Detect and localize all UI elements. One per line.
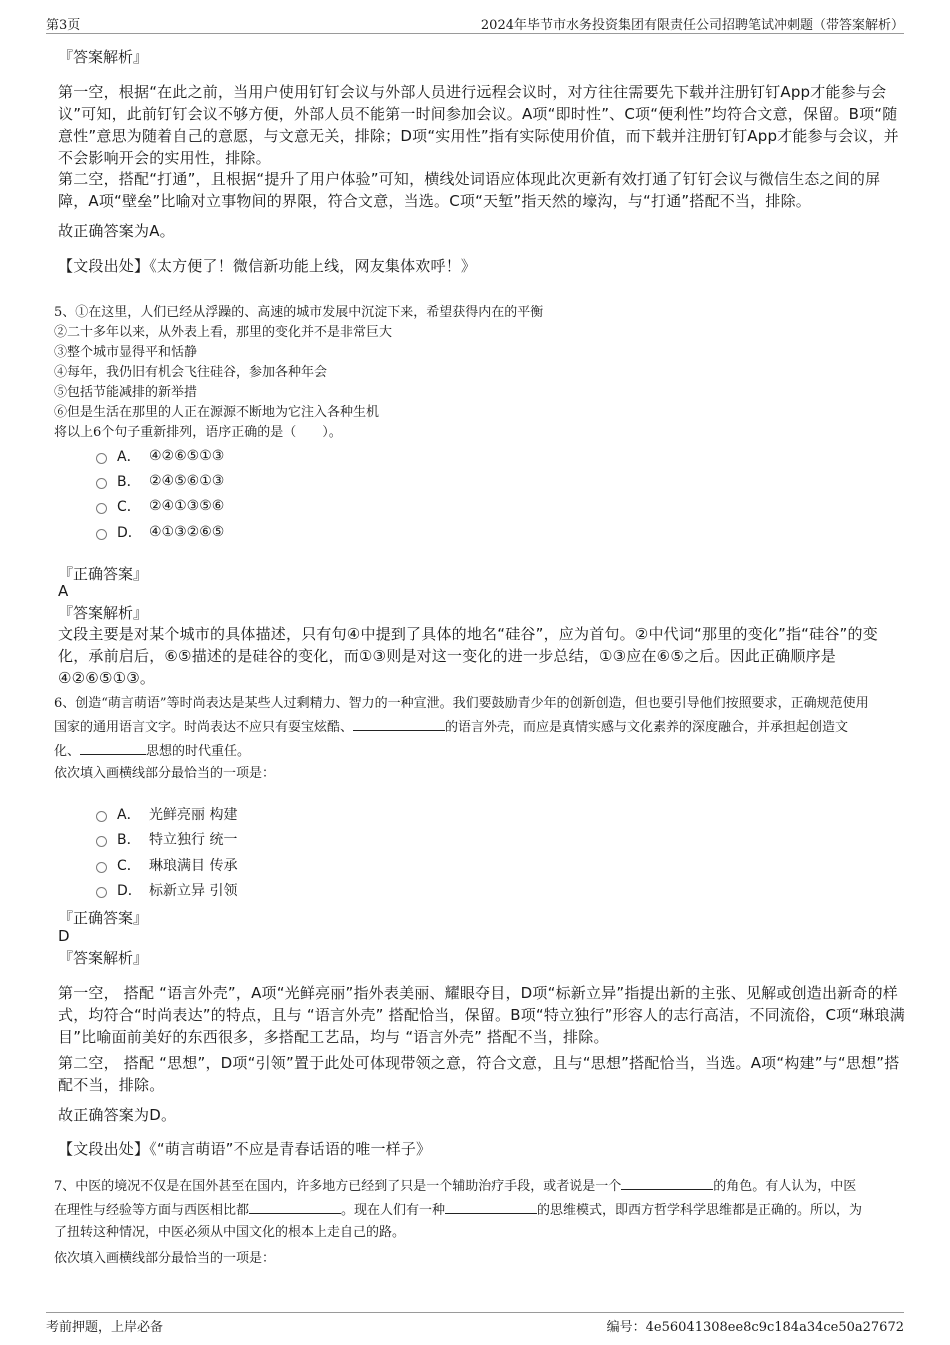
q5-sentence-6: ⑥但是生活在那里的人正在源源不断地为它注入各种生机	[54, 405, 380, 420]
text-line: 化，承前启后，⑥⑤描述的是硅谷的变化，而①③则是对这一变化的进一步总结，①③应在⑥⑤之后。因此正确顺序是	[58, 647, 836, 665]
q5-option-b[interactable]	[96, 471, 224, 491]
radio-button[interactable]	[96, 887, 107, 898]
text-segment: 的角色。有人认为，中医	[713, 1179, 857, 1194]
text-line: 第一空， 搭配 “语言外壳”，A项“光鲜亮丽”指外表美丽、耀眼夺目，D项“标新立异”指提出新的主张、见解或创造出新奇的样	[58, 984, 898, 1002]
text-line: 意性”意思为随着自己的意愿，与文意无关，排除；D项“实用性”指有实际使用价值，而下载并注册钉钉App才能参与会议，并	[58, 127, 899, 145]
fill-blank	[249, 1199, 341, 1214]
option-letter: A．	[117, 807, 141, 823]
q6-stem-line-2	[54, 716, 914, 738]
text-line: 文段主要是对某个城市的具体描述，只有句④中提到了具体的地名“硅谷”，应为首句。②中代词“那里的变化”指“硅谷”的变	[58, 625, 878, 643]
q6-correct-answer: D	[58, 927, 70, 945]
q6-option-a[interactable]	[96, 804, 237, 824]
option-letter: B．	[117, 474, 141, 490]
footer-slogan: 考前押题，上岸必备	[46, 1320, 164, 1335]
option-text: ②④⑤⑥①③	[149, 473, 225, 489]
option-letter: C．	[117, 858, 141, 874]
q4-conclusion: 故正确答案为A。	[58, 222, 175, 240]
option-text: 琳琅满目 传承	[149, 858, 238, 874]
q6-analysis-para2	[58, 1052, 908, 1096]
radio-button[interactable]	[96, 862, 107, 873]
radio-button[interactable]	[96, 811, 107, 822]
q4-source: 【文段出处】《太方便了！微信新功能上线，网友集体欢呼！》	[58, 257, 477, 275]
text-line: 第一空，根据“在此之前，当用户使用钉钉会议与外部人员进行远程会议时，对方往往需要先下载并注册钉钉App才能参与会	[58, 83, 887, 101]
text-line: 议”可知，此前钉钉会议不够方便，外部人员不能第一时间参加会议。A项“即时性”、C项“便利性”均符合文意，保留。B项“随	[58, 105, 898, 123]
radio-button[interactable]	[96, 836, 107, 847]
q7-stem-line-3: 了扭转这种情况，中医必须从中国文化的根本上走自己的路。	[54, 1225, 406, 1240]
q6-stem	[54, 694, 914, 762]
fill-blank	[621, 1175, 713, 1190]
text-line: 目”比喻面前美好的东西很多，多搭配工艺品，均与 “语言外壳” 搭配不当，排除。	[58, 1028, 609, 1046]
option-letter: D．	[117, 525, 142, 541]
q4-analysis-para2	[58, 168, 908, 212]
q7-stem-line-2	[54, 1199, 914, 1221]
q6-source: 【文段出处】《“萌言萌语”不应是青春话语的唯一样子》	[58, 1140, 432, 1158]
q6-prompt: 依次填入画横线部分最恰当的一项是：	[54, 766, 276, 781]
text-segment: 。现在人们有一种	[341, 1203, 446, 1218]
q7-stem	[54, 1175, 914, 1243]
q4-analysis-label: 『答案解析』	[58, 48, 149, 66]
q4-analysis-para1	[58, 81, 908, 169]
q5-correct-label: 『正确答案』	[58, 565, 149, 583]
q5-option-c[interactable]	[96, 496, 224, 516]
radio-button[interactable]	[96, 453, 107, 464]
q5-sentence-2: ②二十多年以来，从外表上看，那里的变化并不是非常巨大	[54, 325, 393, 340]
text-segment: 国家的通用语言文字。时尚表达不应只有耍宝炫酷、	[54, 720, 354, 735]
fill-blank	[353, 716, 445, 731]
q7-prompt: 依次填入画横线部分最恰当的一项是：	[54, 1251, 276, 1266]
text-line: 第二空， 搭配 “思想”，D项“引领”置于此处可体现带领之意，符合文意，且与“思想”搭配恰当，当选。A项“构建”与“思想”搭	[58, 1054, 900, 1072]
fill-blank	[80, 740, 146, 755]
q7-stem-line-1	[54, 1175, 914, 1197]
q5-sentence-5: ⑤包括节能减排的新举措	[54, 385, 198, 400]
q5-option-a[interactable]	[96, 446, 224, 466]
q5-sentence-3: ③整个城市显得平和恬静	[54, 345, 198, 360]
q6-stem-line-1: 6、创造“萌言萌语”等时尚表达是某些人过剩精力、智力的一种宣泄。我们要鼓励青少年的创新创造，但也要引导他们按照要求，正确规范使用	[54, 696, 869, 711]
radio-button[interactable]	[96, 529, 107, 540]
q6-analysis-para1	[58, 982, 908, 1048]
q5-sentence-1: 5、①在这里，人们已经从浮躁的、高速的城市发展中沉淀下来，希望获得内在的平衡	[54, 305, 544, 320]
footer-divider	[46, 1312, 904, 1313]
option-text: 特立独行 统一	[149, 832, 238, 848]
option-text: 标新立异 引领	[149, 883, 238, 899]
option-text: ④①③②⑥⑤	[149, 524, 225, 540]
option-letter: A．	[117, 449, 141, 465]
text-line: 式，均符合“时尚表达”的特点，且与 “语言外壳” 搭配恰当，保留。B项“特立独行”形容人的志行高洁，不同流俗，C项“琳琅满	[58, 1006, 905, 1024]
q5-option-d[interactable]	[96, 522, 224, 542]
radio-button[interactable]	[96, 478, 107, 489]
option-letter: D．	[117, 883, 142, 899]
q6-analysis-label: 『答案解析』	[58, 949, 149, 967]
text-segment: 化、	[54, 744, 81, 759]
text-line: 配不当，排除。	[58, 1076, 165, 1094]
q5-prompt: 将以上6个句子重新排列，语序正确的是（ ）。	[54, 425, 342, 440]
q6-conclusion: 故正确答案为D。	[58, 1106, 177, 1124]
document-title: 2024年毕节市水务投资集团有限责任公司招聘笔试冲刺题（带答案解析）	[480, 18, 904, 33]
q5-sentence-4: ④每年，我仍旧有机会飞往硅谷，参加各种年会	[54, 365, 328, 380]
option-letter: C．	[117, 499, 141, 515]
q6-option-b[interactable]	[96, 829, 237, 849]
fill-blank	[445, 1199, 537, 1214]
q5-analysis-label: 『答案解析』	[58, 604, 149, 622]
option-text: ④②⑥⑤①③	[149, 448, 225, 464]
text-line: 障，A项“壁垒”比喻对立事物间的界限，符合文意，当选。C项“天堑”指天然的壕沟，与“打通”搭配不当，排除。	[58, 192, 811, 210]
text-segment: 7、中医的境况不仅是在国外甚至在国内，许多地方已经到了只是一个辅助治疗手段，或者说是一个	[54, 1179, 622, 1194]
q5-stem	[54, 303, 914, 443]
q6-stem-line-3	[54, 740, 914, 762]
text-line: 第二空，搭配“打通”，且根据“提升了用户体验”可知，横线处词语应体现此次更新有效打通了钉钉会议与微信生态之间的屏	[58, 170, 881, 188]
radio-button[interactable]	[96, 503, 107, 514]
q5-analysis	[58, 623, 908, 689]
text-line: ④②⑥⑤①③。	[58, 669, 156, 687]
q5-correct-answer: A	[58, 582, 69, 600]
header-divider	[46, 33, 904, 34]
text-segment: 的思维模式，即西方哲学科学思维都是正确的。所以，为	[537, 1203, 863, 1218]
page-number: 第3页	[46, 18, 81, 33]
text-segment: 在理性与经验等方面与西医相比都	[54, 1203, 250, 1218]
option-text: ②④①③⑤⑥	[149, 498, 225, 514]
q6-correct-label: 『正确答案』	[58, 909, 149, 927]
option-text: 光鲜亮丽 构建	[149, 807, 238, 823]
text-line: 不会影响开会的实用性，排除。	[58, 149, 271, 167]
q6-option-d[interactable]	[96, 880, 237, 900]
text-segment: 思想的时代重任。	[146, 744, 251, 759]
text-segment: 的语言外壳，而应是真情实感与文化素养的深度融合，并承担起创造文	[445, 720, 849, 735]
q6-option-c[interactable]	[96, 855, 237, 875]
document-id: 编号：4e56041308ee8c9c184a34ce50a27672	[606, 1320, 904, 1335]
option-letter: B．	[117, 832, 141, 848]
